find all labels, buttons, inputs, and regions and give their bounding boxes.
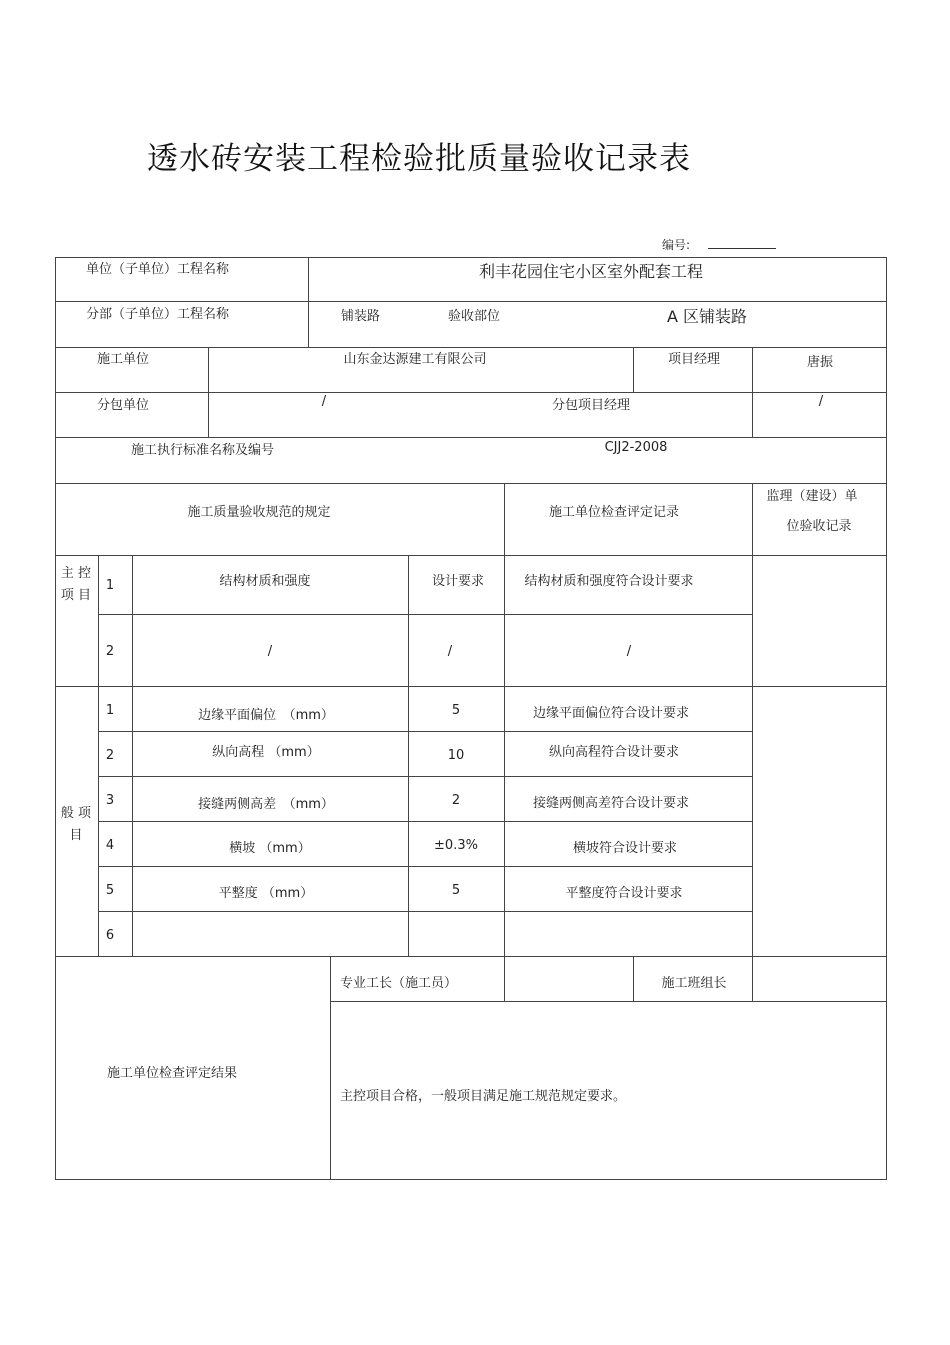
unit-project-label: 单位（子单位）工程名称 xyxy=(86,262,230,277)
main-row-2-record: / xyxy=(626,644,632,659)
doc-number-label: 编号: xyxy=(662,238,691,252)
sub-project-label: 分部（子单位）工程名称 xyxy=(86,307,230,322)
col-supervisor-line2: 位验收记录 xyxy=(786,519,852,534)
doc-number xyxy=(662,236,776,253)
main-control-label: 主 控 项 目 xyxy=(60,566,92,603)
gen-row-1-item: 边缘平面偏位 （mm） xyxy=(198,708,334,723)
gen-row-3-item: 接缝两侧高差 （mm） xyxy=(198,797,334,812)
main-row-1-item: 结构材质和强度 xyxy=(219,574,311,589)
contractor-value: 山东金达源建工有限公司 xyxy=(343,352,487,367)
gen-row-5-item: 平整度 （mm） xyxy=(218,886,314,901)
gen-row-4-req: ±0.3% xyxy=(434,838,478,853)
subcontractor-value: / xyxy=(321,394,327,409)
unit-project-value: 利丰花园住宅小区室外配套工程 xyxy=(478,262,704,281)
gen-row-3-req: 2 xyxy=(451,793,461,808)
gen-row-1-req: 5 xyxy=(451,703,461,718)
gen-row-1-no: 1 xyxy=(105,703,115,718)
standard-value: CJJ2-2008 xyxy=(604,440,668,455)
gen-row-3-no: 3 xyxy=(105,793,115,808)
result-conclusion: 主控项目合格，一般项目满足施工规范规定要求。 xyxy=(340,1089,627,1104)
page-title: 透水砖安装工程检验批质量验收记录表 xyxy=(147,141,691,177)
sub-manager-label: 分包项目经理 xyxy=(551,398,631,413)
main-row-2-no: 2 xyxy=(105,644,115,659)
doc-number-blank xyxy=(708,238,776,249)
sub-project-value: 铺装路 xyxy=(341,309,381,324)
col-contractor-check: 施工单位检查评定记录 xyxy=(548,505,680,520)
main-row-1-no: 1 xyxy=(105,578,115,593)
gen-row-2-no: 2 xyxy=(105,748,115,763)
col-spec: 施工质量验收规范的规定 xyxy=(187,505,331,520)
standard-label: 施工执行标准名称及编号 xyxy=(131,443,275,458)
project-manager-value: 唐振 xyxy=(806,355,834,370)
general-label: 般 项 目 xyxy=(60,806,92,843)
subcontractor-label: 分包单位 xyxy=(97,398,150,413)
foreman-label: 专业工长（施工员） xyxy=(340,976,458,991)
sub-manager-value: / xyxy=(818,394,824,409)
gen-row-2-record: 纵向高程符合设计要求 xyxy=(548,745,680,760)
main-row-1-req: 设计要求 xyxy=(431,574,485,589)
main-row-2-req: / xyxy=(447,644,453,659)
col-supervisor-line1: 监理（建设）单 xyxy=(766,489,858,504)
gen-row-4-record: 横坡符合设计要求 xyxy=(572,841,678,856)
main-row-2-item: / xyxy=(267,644,273,659)
acceptance-part-value: A 区铺装路 xyxy=(667,307,748,326)
gen-row-1-record: 边缘平面偏位符合设计要求 xyxy=(532,706,690,721)
gen-row-6-no: 6 xyxy=(105,928,115,943)
gen-row-2-item: 纵向高程 （mm） xyxy=(212,745,320,760)
gen-row-2-req: 10 xyxy=(447,748,465,763)
gen-row-5-req: 5 xyxy=(451,883,461,898)
main-row-1-record: 结构材质和强度符合设计要求 xyxy=(524,574,694,589)
team-leader-label: 施工班组长 xyxy=(661,976,727,991)
gen-row-5-no: 5 xyxy=(105,883,115,898)
gen-row-3-record: 接缝两侧高差符合设计要求 xyxy=(532,796,690,811)
project-manager-label: 项目经理 xyxy=(667,352,721,367)
contractor-label: 施工单位 xyxy=(97,352,150,367)
acceptance-part-label: 验收部位 xyxy=(448,309,501,324)
result-label: 施工单位检查评定结果 xyxy=(107,1066,238,1081)
gen-row-4-item: 横坡 （mm） xyxy=(229,841,311,856)
gen-row-4-no: 4 xyxy=(105,838,115,853)
gen-row-5-record: 平整度符合设计要求 xyxy=(565,886,683,901)
